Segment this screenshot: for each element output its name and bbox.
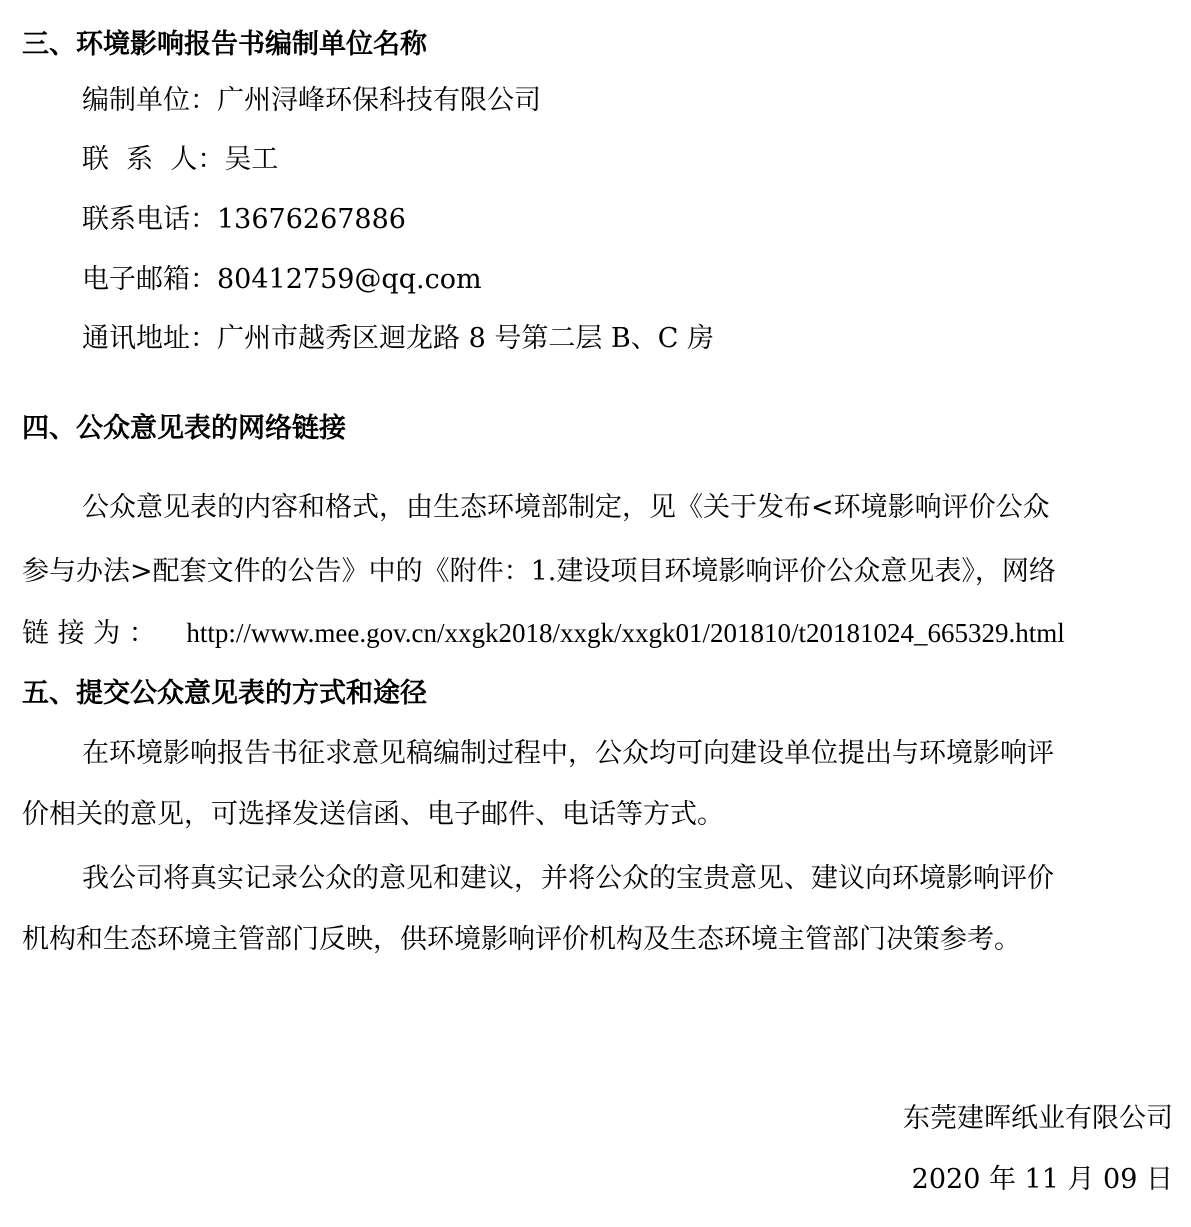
signature-company: 东莞建晖纸业有限公司 bbox=[903, 1103, 1173, 1134]
signature-date: 2020 年 11 月 09 日 bbox=[911, 1164, 1173, 1195]
section-4-paragraph-line-1: 公众意见表的内容和格式，由生态环境部制定，见《关于发布<环境影响评价公众 bbox=[82, 492, 1050, 523]
mailing-address: 通讯地址：广州市越秀区迴龙路 8 号第二层 B、C 房 bbox=[82, 323, 715, 354]
section-3-heading: 三、环境影响报告书编制单位名称 bbox=[22, 29, 427, 60]
compiling-unit: 编制单位：广州浔峰环保科技有限公司 bbox=[82, 85, 541, 116]
contact-email: 电子邮箱：80412759@qq.com bbox=[82, 264, 482, 295]
section-5-paragraph-2-line-2: 机构和生态环境主管部门反映，供环境影响评价机构及生态环境主管部门决策参考。 bbox=[22, 924, 1021, 955]
section-4-paragraph-line-3 bbox=[22, 616, 1065, 651]
contact-phone: 联系电话：13676267886 bbox=[82, 204, 406, 235]
contact-person: 联 系 人：吴工 bbox=[82, 144, 279, 175]
section-4-paragraph-line-2: 参与办法>配套文件的公告》中的《附件：1.建设项目环境影响评价公众意见表》，网络 bbox=[22, 556, 1056, 587]
link-prefix: 链 接 为 ： bbox=[22, 618, 156, 649]
section-5-paragraph-1-line-1: 在环境影响报告书征求意见稿编制过程中，公众均可向建设单位提出与环境影响评 bbox=[82, 738, 1054, 769]
section-5-paragraph-1-line-2: 价相关的意见，可选择发送信函、电子邮件、电话等方式。 bbox=[22, 799, 724, 830]
section-5-heading: 五、提交公众意见表的方式和途径 bbox=[22, 678, 427, 709]
section-4-heading: 四、公众意见表的网络链接 bbox=[22, 413, 346, 444]
section-5-paragraph-2-line-1: 我公司将真实记录公众的意见和建议，并将公众的宝贵意见、建议向环境影响评价 bbox=[82, 863, 1054, 894]
public-opinion-form-link[interactable]: http://www.mee.gov.cn/xxgk2018/xxgk/xxgk01/201810/t20181024_665329.html bbox=[186, 618, 1065, 648]
